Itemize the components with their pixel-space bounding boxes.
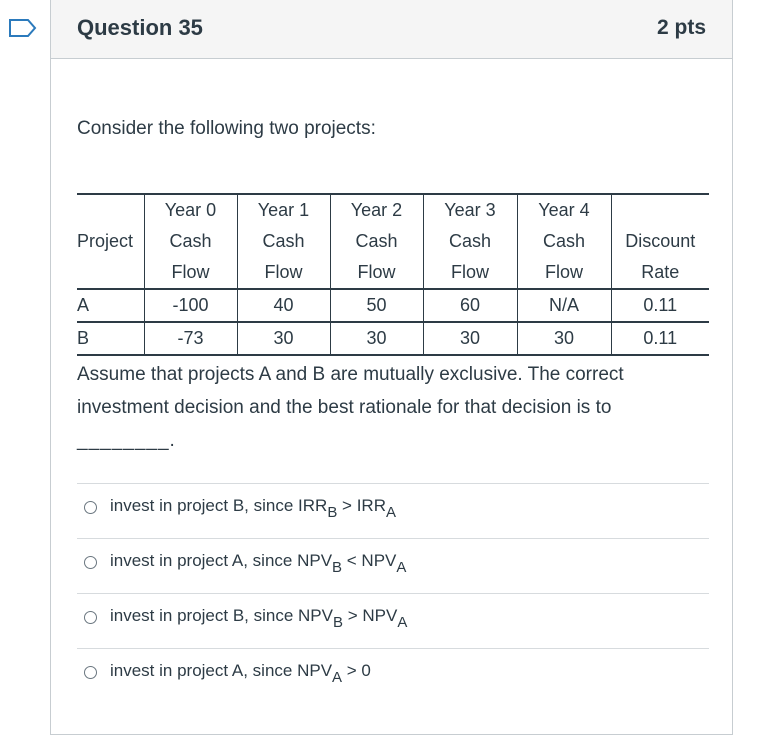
- header-cell: [77, 194, 144, 226]
- cash-flow-table: [77, 193, 709, 356]
- question-stem-text: Assume that projects A and B are mutually exclusive. The correct investment decision and the best rationale for that decision is to: [77, 364, 624, 418]
- table-cell: 0.11: [611, 289, 709, 322]
- table-cell: 40: [237, 289, 330, 322]
- table-cell: 0.11: [611, 322, 709, 355]
- radio-button[interactable]: [84, 611, 97, 624]
- answer-blank: ________.: [77, 430, 176, 451]
- header-cell: Flow: [144, 257, 237, 289]
- table-row: [77, 289, 709, 322]
- question-intro: Consider the following two projects:: [77, 118, 376, 139]
- header-cell: [611, 194, 709, 226]
- table-cell: 50: [330, 289, 423, 322]
- header-cell: Cash: [237, 226, 330, 257]
- table-cell: N/A: [517, 289, 611, 322]
- answer-label[interactable]: invest in project B, since $NPV_B > NPV_A$: [110, 606, 408, 631]
- header-cell: Cash: [423, 226, 517, 257]
- table-cell: 30: [330, 322, 423, 355]
- header-cell: Year 4: [517, 194, 611, 226]
- answer-option[interactable]: [77, 593, 709, 648]
- answer-option[interactable]: [77, 648, 709, 703]
- header-cell: Year 2: [330, 194, 423, 226]
- bookmark-flag-icon[interactable]: [8, 18, 38, 38]
- table-cell: -100: [144, 289, 237, 322]
- table-cell: 30: [423, 322, 517, 355]
- table-cell: 30: [237, 322, 330, 355]
- table-cell: -73: [144, 322, 237, 355]
- header-cell: Year 1: [237, 194, 330, 226]
- answer-label[interactable]: invest in project A, since $NPV_A > 0$: [110, 661, 371, 686]
- question-stem: [77, 358, 687, 457]
- header-cell: Flow: [330, 257, 423, 289]
- header-cell: Cash: [517, 226, 611, 257]
- question-title: Question 35: [77, 15, 203, 40]
- header-cell: Flow: [237, 257, 330, 289]
- radio-button[interactable]: [84, 501, 97, 514]
- header-cell: Year 3: [423, 194, 517, 226]
- question-card: [50, 0, 733, 735]
- table-cell: 60: [423, 289, 517, 322]
- answer-option[interactable]: [77, 538, 709, 593]
- header-cell: Year 0: [144, 194, 237, 226]
- table-row: [77, 322, 709, 355]
- table-cell: A: [77, 289, 144, 322]
- header-cell: Flow: [423, 257, 517, 289]
- answer-list: [77, 483, 709, 703]
- header-cell: Rate: [611, 257, 709, 289]
- header-cell: Discount: [611, 226, 709, 257]
- header-cell: Project: [77, 231, 134, 251]
- header-cell: Cash: [330, 226, 423, 257]
- answer-option[interactable]: [77, 483, 709, 538]
- radio-button[interactable]: [84, 666, 97, 679]
- radio-button[interactable]: [84, 556, 97, 569]
- header-cell: Cash: [144, 226, 237, 257]
- question-header: [51, 0, 732, 59]
- table-cell: B: [77, 322, 144, 355]
- answer-label[interactable]: invest in project A, since $NPV_B < NPV_A$: [110, 551, 407, 576]
- answer-label[interactable]: invest in project B, since $IRR_B > IRR_A$: [110, 496, 396, 521]
- header-cell: [77, 257, 144, 289]
- question-points: 2 pts: [656, 16, 706, 39]
- header-cell: Flow: [517, 257, 611, 289]
- table-cell: 30: [517, 322, 611, 355]
